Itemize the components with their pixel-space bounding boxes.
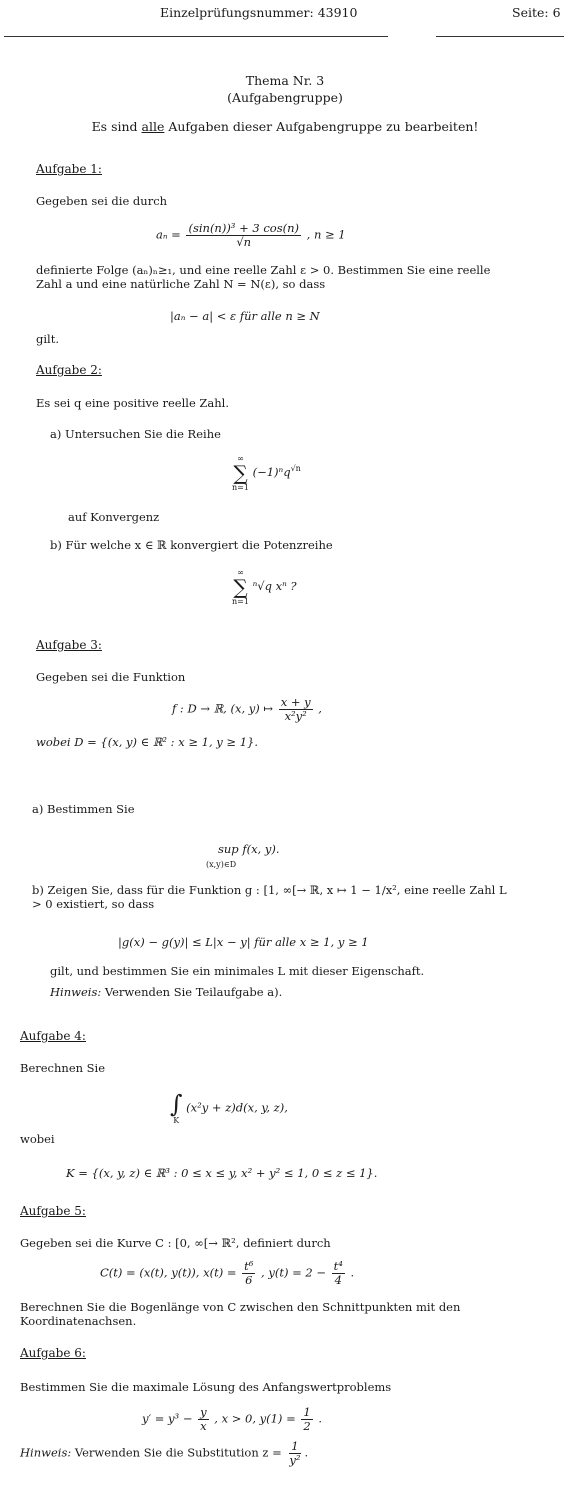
task-3b-hint: Hinweis: Verwenden Sie Teilaufgabe a). <box>50 985 283 999</box>
task-2-heading: Aufgabe 2: <box>36 363 102 377</box>
task-3b-lipschitz: |g(x) − g(y)| ≤ L|x − y| für alle x ≥ 1, y ≥ 1 <box>118 935 369 949</box>
header-rule-right <box>436 36 564 37</box>
task-3-function: f : D → ℝ, (x, y) ↦ $\frac{x + y}{\text{x²y²}}$ , <box>172 695 322 723</box>
task-3-heading: Aufgabe 3: <box>36 638 102 652</box>
task-4-integral: ∫ K (x²y + z)d(x, y, z), <box>170 1090 288 1125</box>
task-1-heading: Aufgabe 1: <box>36 162 102 176</box>
task-1-text-2: definierte Folge (aₙ)ₙ≥₁, und eine reelle Zahl ε > 0. Bestimmen Sie eine reelle Zahl a und eine natürliche Zahl N = N(ε), so dass <box>36 263 491 291</box>
task-5-text-2: Berechnen Sie die Bogenlänge von C zwischen den Schnittpunkten mit den Koordinatenachsen. <box>20 1300 461 1328</box>
task-6-hint: Hinweis: Verwenden Sie die Substitution z = $\frac{1}{\text{y²}}$ . <box>20 1439 309 1467</box>
task-1-text-3: gilt. <box>36 332 59 346</box>
task-5-curve: C(t) = (x(t), y(t)), x(t) = $\frac{\text{t⁶}}{6}$ , y(t) = 2 − $\frac{\text{t⁴}}{4}$ . <box>100 1259 355 1287</box>
task-3b-text: b) Zeigen Sie, dass für die Funktion g : [1, ∞[→ ℝ, x ↦ 1 − 1/x², eine reelle Zahl L > 0 existiert, so dass <box>32 883 507 911</box>
task-2a-series: ∞ ∑ n=1 (−1)ⁿq$^{√n}$ <box>232 454 301 492</box>
task-4-text-2: wobei <box>20 1132 55 1146</box>
task-4-text: Berechnen Sie <box>20 1061 106 1075</box>
task-1-limit-condition: |aₙ − a| < ε für alle n ≥ N <box>170 309 320 323</box>
task-3b-text-2: gilt, und bestimmen Sie ein minimales L mit dieser Eigenschaft. <box>50 964 425 978</box>
task-4-region: K = {(x, y, z) ∈ ℝ³ : 0 ≤ x ≤ y, x² + y² ≤ 1, 0 ≤ z ≤ 1}. <box>66 1166 378 1180</box>
header-page-number: Seite: 6 <box>512 5 561 20</box>
header-rule-left <box>4 36 388 37</box>
task-1-text: Gegeben sei die durch <box>36 194 168 208</box>
task-1-sequence-formula: aₙ = $\frac{\text{(sin(n))³ + 3 cos(n)}}{√n}$ , n ≥ 1 <box>156 221 346 249</box>
task-4-heading: Aufgabe 4: <box>20 1029 86 1043</box>
intro-text: Es sind alle Aufgaben dieser Aufgabengruppe zu bearbeiten! <box>91 119 479 134</box>
header-exam-number: Einzelprüfungsnummer: 43910 <box>160 5 358 20</box>
task-6-text: Bestimmen Sie die maximale Lösung des Anfangswertproblems <box>20 1380 392 1394</box>
task-3-domain: wobei D = {(x, y) ∈ ℝ² : x ≥ 1, y ≥ 1}. <box>36 735 258 749</box>
task-6-heading: Aufgabe 6: <box>20 1346 86 1360</box>
theme-title: Thema Nr. 3 <box>245 73 325 88</box>
task-5-text: Gegeben sei die Kurve C : [0, ∞[→ ℝ², definiert durch <box>20 1236 331 1250</box>
task-2-text: Es sei q eine positive reelle Zahl. <box>36 396 229 410</box>
task-5-heading: Aufgabe 5: <box>20 1204 86 1218</box>
theme-subtitle: (Aufgabengruppe) <box>227 90 343 105</box>
task-6-ivp: y′ = y³ − $\frac{y}{x}$ , x > 0, y(1) = $\frac{1}{2}$ . <box>142 1405 323 1433</box>
task-2a-text-2: auf Konvergenz <box>68 510 160 524</box>
task-3a-text: a) Bestimmen Sie <box>32 802 135 816</box>
task-2b-text: b) Für welche x ∈ ℝ konvergiert die Potenzreihe <box>50 538 333 552</box>
task-3a-supremum: sup f(x, y). (x,y)∈D <box>206 842 280 869</box>
task-3-text: Gegeben sei die Funktion <box>36 670 186 684</box>
task-2b-power-series: ∞ ∑ n=1 ⁿ√q xⁿ ? <box>232 568 297 606</box>
task-2a-text: a) Untersuchen Sie die Reihe <box>50 427 221 441</box>
